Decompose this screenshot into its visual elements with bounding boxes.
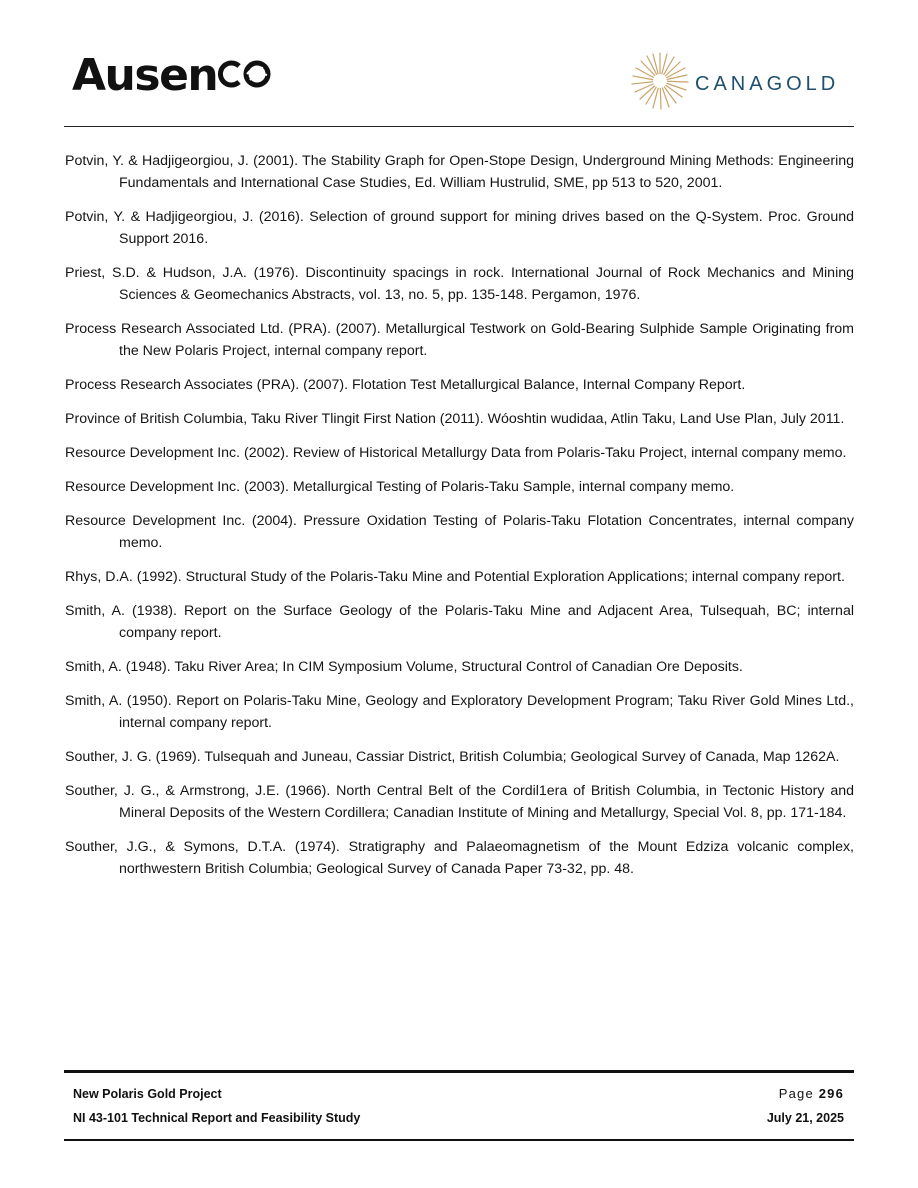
reference-item: Resource Development Inc. (2004). Pressure Oxidation Testing of Polaris-Taku Flotation Concentrates, internal company memo. — [65, 513, 854, 551]
reference-item: Smith, A. (1950). Report on Polaris-Taku Mine, Geology and Exploratory Development Program; Taku River Gold Mines Ltd., internal company report. — [65, 693, 854, 731]
reference-item: Province of British Columbia, Taku River Tlingit First Nation (2011). Wóoshtin wudidaa, Atlin Taku, Land Use Plan, July 2011. — [65, 411, 845, 427]
footer-page-number — [779, 1086, 844, 1101]
ausenco-co-mark-icon — [217, 58, 273, 90]
reference-item: Potvin, Y. & Hadjigeorgiou, J. (2001). The Stability Graph for Open-Stope Design, Underground Mining Methods: Engineering Fundamentals and International Case Studies, Ed. William Hustrulid, SME, pp 513 to 520, 2001. — [65, 153, 854, 191]
reference-item: Souther, J.G., & Symons, D.T.A. (1974). Stratigraphy and Palaeomagnetism of the Mount Edziza volcanic complex, northwestern British Columbia; Geological Survey of Canada Paper 73-32, pp. 48. — [65, 839, 854, 877]
ausenco-logo — [72, 50, 273, 101]
reference-list — [65, 150, 854, 892]
reference-item: Smith, A. (1948). Taku River Area; In CIM Symposium Volume, Structural Control of Canadian Ore Deposits. — [65, 659, 743, 675]
canagold-sunburst-icon — [629, 50, 691, 112]
footer-project-name: New Polaris Gold Project — [73, 1087, 222, 1101]
footer-date: July 21, 2025 — [766, 1111, 844, 1125]
page-header — [64, 40, 854, 127]
reference-item: Process Research Associated Ltd. (PRA). (2007). Metallurgical Testwork on Gold-Bearing Sulphide Sample Originating from the New Polaris Project, internal company report. — [65, 321, 854, 359]
canagold-logo-text: CANAGOLD — [695, 73, 840, 95]
reference-item: Smith, A. (1938). Report on the Surface Geology of the Polaris-Taku Mine and Adjacent Area, Tulsequah, BC; internal company report. — [65, 603, 854, 641]
footer-page-value: 296 — [818, 1086, 844, 1101]
reference-item: Resource Development Inc. (2003). Metallurgical Testing of Polaris-Taku Sample, internal company memo. — [65, 479, 735, 495]
footer-report-title: NI 43-101 Technical Report and Feasibility Study — [73, 1111, 361, 1125]
reference-item: Resource Development Inc. (2002). Review of Historical Metallurgy Data from Polaris-Taku Project, internal company memo. — [65, 445, 847, 461]
reference-item: Potvin, Y. & Hadjigeorgiou, J. (2016). Selection of ground support for mining drives based on the Q-System. Proc. Ground Support 2016. — [65, 209, 854, 247]
reference-item: Process Research Associates (PRA). (2007). Flotation Test Metallurgical Balance, Internal Company Report. — [65, 377, 746, 393]
ausenco-logo-text: Ausen — [72, 50, 218, 101]
reference-item: Souther, J. G., & Armstrong, J.E. (1966). North Central Belt of the Cordil1era of British Columbia, in Tectonic History and Mineral Deposits of the Western Cordillera; Canadian Institute of Mining and Metallurgy, Special Vol. 8, pp. 171-184. — [65, 783, 854, 821]
reference-item: Priest, S.D. & Hudson, J.A. (1976). Discontinuity spacings in rock. International Journal of Rock Mechanics and Mining Sciences & Geomechanics Abstracts, vol. 13, no. 5, pp. 135-148. Pergamon, 1976. — [65, 265, 854, 303]
reference-item: Rhys, D.A. (1992). Structural Study of the Polaris-Taku Mine and Potential Exploration Applications; internal company report. — [65, 569, 845, 585]
reference-item: Souther, J. G. (1969). Tulsequah and Juneau, Cassiar District, British Columbia; Geological Survey of Canada, Map 1262A. — [65, 749, 840, 765]
canagold-logo — [629, 50, 844, 120]
page-footer — [64, 1070, 854, 1141]
footer-page-label: Page — [778, 1086, 814, 1101]
